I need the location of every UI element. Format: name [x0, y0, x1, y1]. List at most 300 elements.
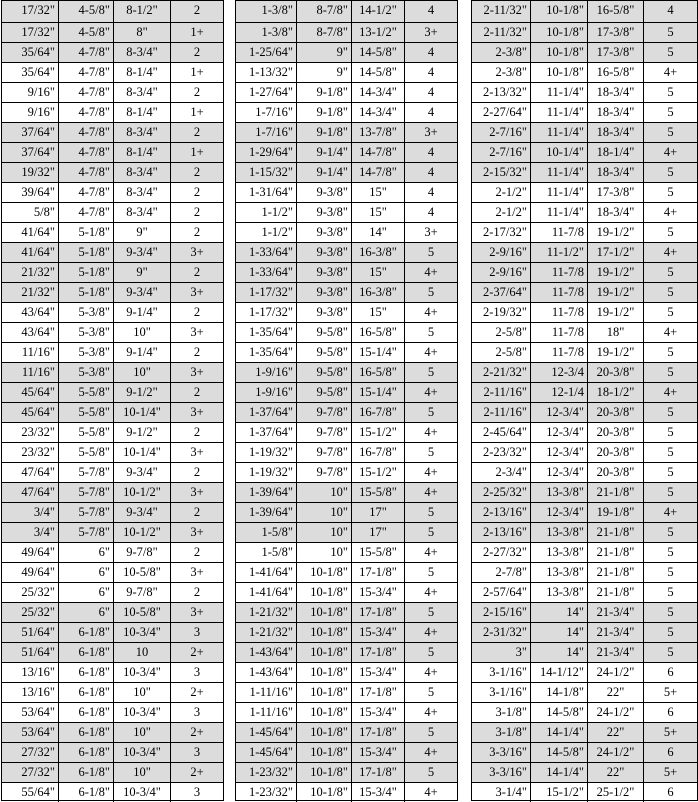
table-row	[236, 262, 457, 282]
table-cell: 14"	[351, 223, 404, 242]
table-cell: 11-1/4"	[530, 103, 587, 122]
table-cell: 20-3/8"	[587, 403, 643, 422]
table-cell: 1-17/32"	[249, 305, 293, 319]
table-cell: 15-1/2"	[351, 463, 404, 482]
table-cell: 3+	[404, 23, 457, 42]
table-cell: 17-1/8"	[351, 683, 404, 702]
table-cell: 2-19/32"	[483, 305, 527, 319]
table-row	[472, 142, 697, 162]
table-row	[2, 482, 223, 502]
table-cell: 9-5/8"	[296, 323, 351, 342]
table-cell: 3-1/8"	[495, 725, 527, 739]
table-cell: 10-1/8"	[530, 23, 587, 42]
table-cell: 3+	[170, 323, 223, 342]
table-cell: 1-41/64"	[249, 585, 293, 599]
table-cell: 15-1/2"	[530, 783, 587, 802]
table-cell: 2-37/64"	[483, 285, 527, 299]
table-cell: 18-1/4"	[587, 143, 643, 162]
table-cell: 10-3/4"	[113, 783, 170, 802]
table-cell: 9-3/8"	[296, 183, 351, 202]
table-cell: 1-3/8"	[261, 3, 293, 17]
table-cell: 16-3/8"	[351, 283, 404, 302]
table-cell: 2	[170, 303, 223, 322]
table-cell: 3-1/4"	[495, 785, 527, 799]
table-cell: 13/16"	[21, 685, 55, 699]
table-cell: 10-5/8"	[113, 563, 170, 582]
table-cell: 15-3/4"	[351, 783, 404, 802]
table-cell: 19-1/2"	[587, 223, 643, 242]
table-cell: 5+	[643, 763, 697, 782]
table-cell: 4	[404, 83, 457, 102]
table-cell: 9-1/4"	[296, 163, 351, 182]
table-cell: 10-1/4"	[530, 143, 587, 162]
table-row	[472, 342, 697, 362]
table-cell: 19-1/8"	[587, 503, 643, 522]
table-row	[2, 762, 223, 782]
table-cell: 4+	[643, 203, 697, 222]
table-cell: 2	[170, 83, 223, 102]
table-cell: 11-7/8	[530, 343, 587, 362]
table-cell: 10-3/4"	[113, 623, 170, 642]
table-cell: 16-5/8"	[587, 1, 643, 22]
table-cell: 10-3/4"	[113, 743, 170, 762]
table-cell: 1-35/64"	[249, 325, 293, 339]
table-cell: 2-1/2"	[495, 185, 527, 199]
table-row	[2, 222, 223, 242]
table-cell: 4+	[404, 303, 457, 322]
table-cell: 13-7/8"	[351, 123, 404, 142]
table-cell: 9"	[113, 223, 170, 242]
table-cell: 11-1/4"	[530, 203, 587, 222]
table-cell: 1-13/32"	[249, 65, 293, 79]
table-row	[236, 702, 457, 722]
table-cell: 6-1/8"	[58, 683, 113, 702]
table-cell: 1-3/8"	[261, 25, 293, 39]
table-row	[472, 262, 697, 282]
table-cell: 45/64"	[21, 385, 55, 399]
table-cell: 5-3/8"	[58, 343, 113, 362]
table-cell: 2	[170, 343, 223, 362]
table-cell: 14-1/2"	[351, 1, 404, 22]
table-row	[236, 142, 457, 162]
table-row	[2, 722, 223, 742]
table-cell: 20-3/8"	[587, 443, 643, 462]
table-cell: 5	[643, 283, 697, 302]
table-cell: 18-3/4"	[587, 123, 643, 142]
table-row	[2, 622, 223, 642]
table-cell: 8-3/4"	[113, 183, 170, 202]
table-cell: 10-1/2"	[113, 483, 170, 502]
table-cell: 1-5/8"	[261, 525, 293, 539]
table-cell: 3+	[170, 563, 223, 582]
table-cell: 23/32"	[21, 445, 55, 459]
table-cell: 4+	[404, 743, 457, 762]
table-cell: 6-1/8"	[58, 783, 113, 802]
table-row	[472, 662, 697, 682]
table-cell: 4+	[404, 463, 457, 482]
table-cell: 19-1/2"	[587, 283, 643, 302]
table-cell: 1-21/32"	[249, 625, 293, 639]
table-row	[472, 1, 697, 22]
table-cell: 4+	[404, 423, 457, 442]
table-cell: 14-3/4"	[351, 83, 404, 102]
table-cell: 4	[404, 183, 457, 202]
table-cell: 11/16"	[21, 365, 55, 379]
table-cell: 19-1/2"	[587, 303, 643, 322]
table-cell: 24-1/2"	[587, 703, 643, 722]
table-cell: 6-1/8"	[58, 663, 113, 682]
table-cell: 9-3/8"	[296, 243, 351, 262]
table-cell: 2	[170, 223, 223, 242]
table-cell: 10-1/8"	[296, 683, 351, 702]
table-row	[236, 462, 457, 482]
table-row	[472, 22, 697, 42]
table-cell: 3+	[170, 443, 223, 462]
table-cell: 2-13/16"	[483, 505, 527, 519]
table-row	[236, 362, 457, 382]
table-cell: 2	[170, 423, 223, 442]
table-cell: 5	[643, 643, 697, 662]
table-cell: 3+	[404, 223, 457, 242]
table-cell: 8-1/4"	[113, 63, 170, 82]
table-cell: 17"	[351, 503, 404, 522]
table-cell: 14-1/4"	[530, 763, 587, 782]
table-cell: 14-5/8"	[530, 703, 587, 722]
table-cell: 5	[404, 563, 457, 582]
table-row	[472, 42, 697, 62]
table-row	[2, 62, 223, 82]
table-cell: 2	[170, 383, 223, 402]
table-cell: 43/64"	[21, 305, 55, 319]
table-cell: 27/32"	[21, 745, 55, 759]
table-cell: 9-7/8"	[113, 543, 170, 562]
table-cell: 25/32"	[21, 585, 55, 599]
table-cell: 2-11/32"	[483, 25, 527, 39]
table-cell: 3/4"	[33, 505, 55, 519]
table-cell: 16-7/8"	[351, 403, 404, 422]
table-cell: 10-1/8"	[296, 763, 351, 782]
table-cell: 53/64"	[21, 725, 55, 739]
table-cell: 2	[170, 263, 223, 282]
table-cell: 15-3/4"	[351, 623, 404, 642]
table-cell: 5	[643, 163, 697, 182]
table-cell: 14-5/8"	[351, 43, 404, 62]
table-cell: 11-7/8	[530, 323, 587, 342]
table-cell: 1-39/64"	[249, 505, 293, 519]
table-cell: 6	[643, 703, 697, 722]
table-row	[236, 682, 457, 702]
table-row	[236, 522, 457, 542]
table-row	[236, 122, 457, 142]
table-cell: 8"	[113, 23, 170, 42]
table-cell: 10"	[113, 723, 170, 742]
table-cell: 3+	[170, 483, 223, 502]
table-cell: 21-1/8"	[587, 523, 643, 542]
table-cell: 13-3/8"	[530, 523, 587, 542]
table-cell: 12-3/4"	[530, 463, 587, 482]
table-row	[472, 302, 697, 322]
table-cell: 5	[643, 263, 697, 282]
table-row	[236, 382, 457, 402]
table-cell: 21-1/8"	[587, 543, 643, 562]
table-cell: 5	[404, 643, 457, 662]
table-cell: 10-1/8"	[296, 583, 351, 602]
table-cell: 1-35/64"	[249, 345, 293, 359]
table-cell: 14-1/4"	[530, 723, 587, 742]
table-cell: 12-3/4"	[530, 403, 587, 422]
table-cell: 6	[643, 783, 697, 802]
table-row	[236, 1, 457, 22]
table-cell: 9/16"	[27, 105, 55, 119]
table-cell: 1-37/64"	[249, 425, 293, 439]
table-cell: 1-1/2"	[261, 205, 293, 219]
table-cell: 10-1/8"	[296, 603, 351, 622]
table-cell: 5	[643, 543, 697, 562]
table-cell: 1-9/16"	[255, 385, 293, 399]
table-cell: 6"	[58, 543, 113, 562]
table-cell: 5-7/8"	[58, 483, 113, 502]
table-cell: 5	[643, 43, 697, 62]
table-cell: 2	[170, 123, 223, 142]
table-cell: 6"	[58, 583, 113, 602]
table-cell: 9-7/8"	[296, 463, 351, 482]
table-cell: 24-1/2"	[587, 663, 643, 682]
table-cell: 1-25/64"	[249, 45, 293, 59]
table-cell: 8-3/4"	[113, 203, 170, 222]
table-cell: 2-7/8"	[495, 565, 527, 579]
table-cell: 10"	[296, 483, 351, 502]
table-row	[236, 582, 457, 602]
table-row	[2, 362, 223, 382]
table-cell: 55/64"	[21, 785, 55, 799]
table-cell: 10-1/4"	[113, 403, 170, 422]
table-cell: 1-7/16"	[255, 125, 293, 139]
table-row	[472, 782, 697, 802]
table-cell: 10-1/2"	[113, 523, 170, 542]
table-cell: 4	[404, 1, 457, 22]
table-cell: 15-1/4"	[351, 343, 404, 362]
table-cell: 5	[404, 283, 457, 302]
table-cell: 4	[404, 103, 457, 122]
table-cell: 13-3/8"	[530, 543, 587, 562]
table-row	[472, 502, 697, 522]
table-cell: 3/4"	[33, 525, 55, 539]
table-cell: 19/32"	[21, 165, 55, 179]
table-row	[236, 42, 457, 62]
table-row	[2, 322, 223, 342]
table-cell: 47/64"	[21, 485, 55, 499]
table-cell: 11-1/4"	[530, 163, 587, 182]
table-row	[236, 722, 457, 742]
table-cell: 9-1/8"	[296, 123, 351, 142]
table-cell: 4+	[643, 143, 697, 162]
table-cell: 4+	[643, 63, 697, 82]
table-cell: 4+	[643, 243, 697, 262]
table-cell: 1-15/32"	[249, 165, 293, 179]
table-row	[2, 22, 223, 42]
table-cell: 39/64"	[21, 185, 55, 199]
table-cell: 5	[643, 483, 697, 502]
table-cell: 2-3/8"	[495, 65, 527, 79]
table-cell: 20-3/8"	[587, 363, 643, 382]
table-cell: 17/32"	[21, 3, 55, 17]
table-cell: 4-7/8"	[58, 83, 113, 102]
table-cell: 10-1/8"	[530, 63, 587, 82]
table-cell: 14"	[530, 603, 587, 622]
table-cell: 9-3/8"	[296, 223, 351, 242]
table-cell: 2-3/4"	[495, 465, 527, 479]
table-block-1	[1, 0, 224, 801]
table-cell: 2	[170, 203, 223, 222]
table-cell: 3"	[515, 645, 527, 659]
table-cell: 1-17/32"	[249, 285, 293, 299]
table-cell: 11/16"	[21, 345, 55, 359]
table-row	[236, 202, 457, 222]
table-cell: 4	[643, 1, 697, 22]
table-row	[472, 622, 697, 642]
table-cell: 49/64"	[21, 565, 55, 579]
table-cell: 15-3/4"	[351, 703, 404, 722]
table-cell: 4-7/8"	[58, 123, 113, 142]
table-cell: 2	[170, 543, 223, 562]
table-row	[236, 322, 457, 342]
table-row	[236, 482, 457, 502]
table-row	[472, 702, 697, 722]
table-row	[2, 202, 223, 222]
table-cell: 8-3/4"	[113, 163, 170, 182]
table-row	[236, 782, 457, 802]
table-row	[236, 222, 457, 242]
table-cell: 9-3/8"	[296, 283, 351, 302]
table-cell: 35/64"	[21, 65, 55, 79]
table-cell: 13-3/8"	[530, 563, 587, 582]
table-cell: 4-7/8"	[58, 203, 113, 222]
table-cell: 4	[404, 43, 457, 62]
table-cell: 5-5/8"	[58, 423, 113, 442]
table-row	[236, 542, 457, 562]
table-cell: 2-13/16"	[483, 525, 527, 539]
table-row	[472, 162, 697, 182]
table-cell: 51/64"	[21, 625, 55, 639]
table-cell: 8-7/8"	[296, 23, 351, 42]
table-cell: 9-1/2"	[113, 423, 170, 442]
table-cell: 21-1/8"	[587, 483, 643, 502]
table-cell: 5-7/8"	[58, 523, 113, 542]
table-cell: 6-1/8"	[58, 643, 113, 662]
table-row	[2, 82, 223, 102]
table-cell: 10	[113, 643, 170, 662]
table-cell: 10-1/8"	[296, 623, 351, 642]
table-cell: 10-1/8"	[296, 783, 351, 802]
table-row	[236, 282, 457, 302]
table-cell: 5+	[643, 683, 697, 702]
table-cell: 8-1/2"	[113, 1, 170, 22]
table-cell: 14-5/8"	[351, 63, 404, 82]
table-cell: 4-5/8"	[58, 1, 113, 22]
table-row	[472, 282, 697, 302]
table-cell: 1-19/32"	[249, 465, 293, 479]
table-cell: 1-37/64"	[249, 405, 293, 419]
table-cell: 12-3/4"	[530, 503, 587, 522]
table-row	[2, 162, 223, 182]
table-row	[236, 442, 457, 462]
table-cell: 15-1/4"	[351, 383, 404, 402]
table-cell: 11-7/8	[530, 283, 587, 302]
table-cell: 2-27/32"	[483, 545, 527, 559]
table-cell: 2-15/32"	[483, 165, 527, 179]
table-cell: 16-5/8"	[351, 363, 404, 382]
table-cell: 37/64"	[21, 125, 55, 139]
table-cell: 5	[643, 103, 697, 122]
table-cell: 25-1/2"	[587, 783, 643, 802]
table-row	[236, 622, 457, 642]
table-cell: 10-1/8"	[296, 703, 351, 722]
table-cell: 5/8"	[33, 205, 55, 219]
table-row	[236, 662, 457, 682]
table-cell: 15"	[351, 183, 404, 202]
table-cell: 1-23/32"	[249, 785, 293, 799]
table-cell: 5	[404, 363, 457, 382]
table-cell: 15-5/8"	[351, 483, 404, 502]
table-cell: 10"	[113, 683, 170, 702]
table-cell: 10"	[113, 363, 170, 382]
table-cell: 17-3/8"	[587, 23, 643, 42]
table-cell: 3+	[404, 123, 457, 142]
table-cell: 4-7/8"	[58, 63, 113, 82]
table-row	[2, 462, 223, 482]
table-cell: 3	[170, 743, 223, 762]
table-cell: 5-1/8"	[58, 243, 113, 262]
table-row	[2, 402, 223, 422]
table-cell: 9-3/4"	[113, 283, 170, 302]
table-cell: 14-1/8"	[530, 683, 587, 702]
table-cell: 1-39/64"	[249, 485, 293, 499]
table-cell: 2-25/32"	[483, 485, 527, 499]
table-cell: 1+	[170, 103, 223, 122]
table-cell: 8-7/8"	[296, 1, 351, 22]
table-cell: 1-29/64"	[249, 145, 293, 159]
table-cell: 14-3/4"	[351, 103, 404, 122]
table-cell: 9-1/4"	[113, 303, 170, 322]
table-cell: 41/64"	[21, 245, 55, 259]
table-cell: 9-1/4"	[113, 343, 170, 362]
table-cell: 8-3/4"	[113, 43, 170, 62]
table-row	[236, 602, 457, 622]
table-cell: 4	[404, 203, 457, 222]
table-cell: 5-5/8"	[58, 443, 113, 462]
table-cell: 4-7/8"	[58, 103, 113, 122]
table-row	[236, 182, 457, 202]
table-cell: 5	[643, 583, 697, 602]
table-cell: 10-1/8"	[296, 743, 351, 762]
table-row	[472, 722, 697, 742]
table-cell: 5	[643, 603, 697, 622]
table-row	[472, 62, 697, 82]
table-cell: 5	[643, 343, 697, 362]
table-cell: 1-21/32"	[249, 605, 293, 619]
table-cell: 4-7/8"	[58, 183, 113, 202]
table-cell: 8-1/4"	[113, 143, 170, 162]
table-cell: 6"	[58, 603, 113, 622]
table-cell: 19-1/2"	[587, 263, 643, 282]
table-cell: 15-5/8"	[351, 543, 404, 562]
table-cell: 5	[643, 303, 697, 322]
table-cell: 4+	[404, 263, 457, 282]
table-cell: 5-3/8"	[58, 323, 113, 342]
table-cell: 1+	[170, 23, 223, 42]
table-cell: 2-11/16"	[483, 405, 527, 419]
table-cell: 5-3/8"	[58, 363, 113, 382]
